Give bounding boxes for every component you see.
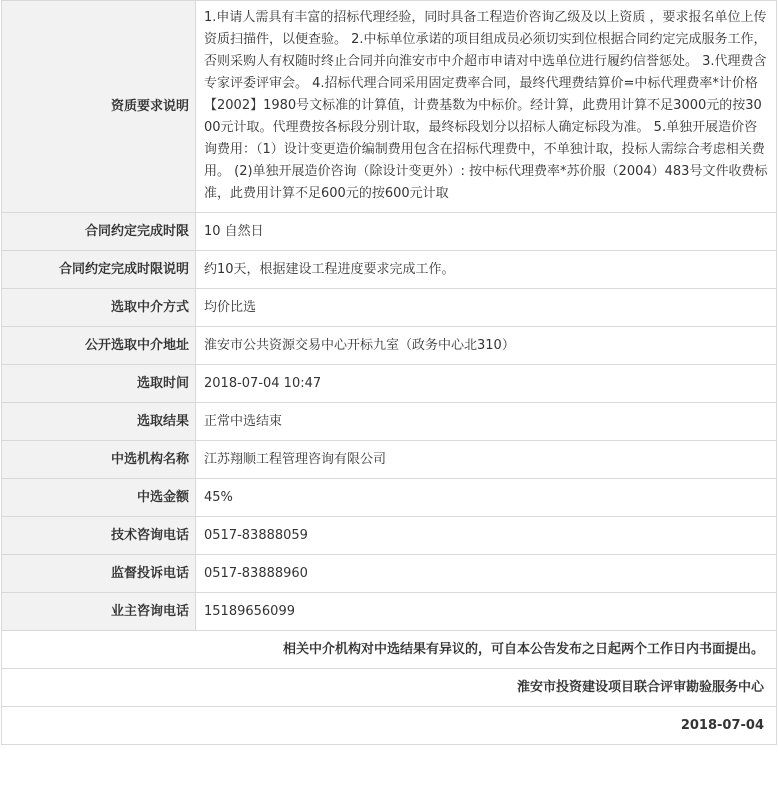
row-issue-date [2, 707, 777, 745]
qualification-value: 1.申请人需具有丰富的招标代理经验，同时具备工程造价咨询乙级及以上资质 ，要求报名单位上传资质扫描件，以便查验。 2.中标单位承诺的项目组成员必须切实到位根据合同约定完成服务工作，否则采购人有权随时终止合同并向淮安市中介超市申请对中选单位进行履约信誉惩处。 3.代理费含专家评委评审会。 4.招标代理合同采用固定费率合同，最终代理费结算价=中标代理费率*计价格【2002】1980号文标准的计算值，计费基数为中标价。经计算，此费用计算不足3000元的按3000元计取。代理费按各标段分别计取，最终标段划分以招标人确定标段为准。 5.单独开展造价咨询费用：（1）设计变更造价编制费用包含在招标代理费中，不单独计取，投标人需综合考虑相关费用。 (2)单独开展造价咨询（除设计变更外）: 按中标代理费率*苏价服（2004）483号文件收费标准，此费用计算不足600元的按600元计取 [196, 1, 777, 213]
tech-phone-label: 技术咨询电话 [2, 517, 196, 555]
row-complaint-phone [2, 555, 777, 593]
owner-phone-value: 15189656099 [196, 593, 777, 631]
selection-result-value: 正常中选结束 [196, 403, 777, 441]
tech-phone-value: 0517-83888059 [196, 517, 777, 555]
qualification-label: 资质要求说明 [2, 1, 196, 213]
row-selection-result [2, 403, 777, 441]
winning-amount-value: 45% [196, 479, 777, 517]
winning-amount-label: 中选金额 [2, 479, 196, 517]
row-selection-method [2, 289, 777, 327]
selection-method-value: 均价比选 [196, 289, 777, 327]
selection-method-label: 选取中介方式 [2, 289, 196, 327]
winning-agency-label: 中选机构名称 [2, 441, 196, 479]
completion-note-value: 约10天，根据建设工程进度要求完成工作。 [196, 251, 777, 289]
complaint-phone-value: 0517-83888960 [196, 555, 777, 593]
row-selection-time [2, 365, 777, 403]
selection-time-label: 选取时间 [2, 365, 196, 403]
complaint-phone-label: 监督投诉电话 [2, 555, 196, 593]
completion-time-label: 合同约定完成时限 [2, 213, 196, 251]
selection-address-label: 公开选取中介地址 [2, 327, 196, 365]
completion-note-label: 合同约定完成时限说明 [2, 251, 196, 289]
result-info-table [1, 0, 777, 745]
owner-phone-label: 业主咨询电话 [2, 593, 196, 631]
selection-address-value: 淮安市公共资源交易中心开标九室（政务中心北310） [196, 327, 777, 365]
row-tech-phone [2, 517, 777, 555]
objection-note: 相关中介机构对中选结果有异议的，可自本公告发布之日起两个工作日内书面提出。 [2, 631, 777, 669]
row-qualification [2, 1, 777, 213]
row-completion-note [2, 251, 777, 289]
row-objection-note [2, 631, 777, 669]
row-winning-agency [2, 441, 777, 479]
selection-result-label: 选取结果 [2, 403, 196, 441]
row-winning-amount [2, 479, 777, 517]
completion-time-value: 10 自然日 [196, 213, 777, 251]
row-issuer [2, 669, 777, 707]
selection-time-value: 2018-07-04 10:47 [196, 365, 777, 403]
winning-agency-value: 江苏翔顺工程管理咨询有限公司 [196, 441, 777, 479]
issue-date: 2018-07-04 [2, 707, 777, 745]
issuer-name: 淮安市投资建设项目联合评审勘验服务中心 [2, 669, 777, 707]
row-completion-time [2, 213, 777, 251]
row-selection-address [2, 327, 777, 365]
row-owner-phone [2, 593, 777, 631]
